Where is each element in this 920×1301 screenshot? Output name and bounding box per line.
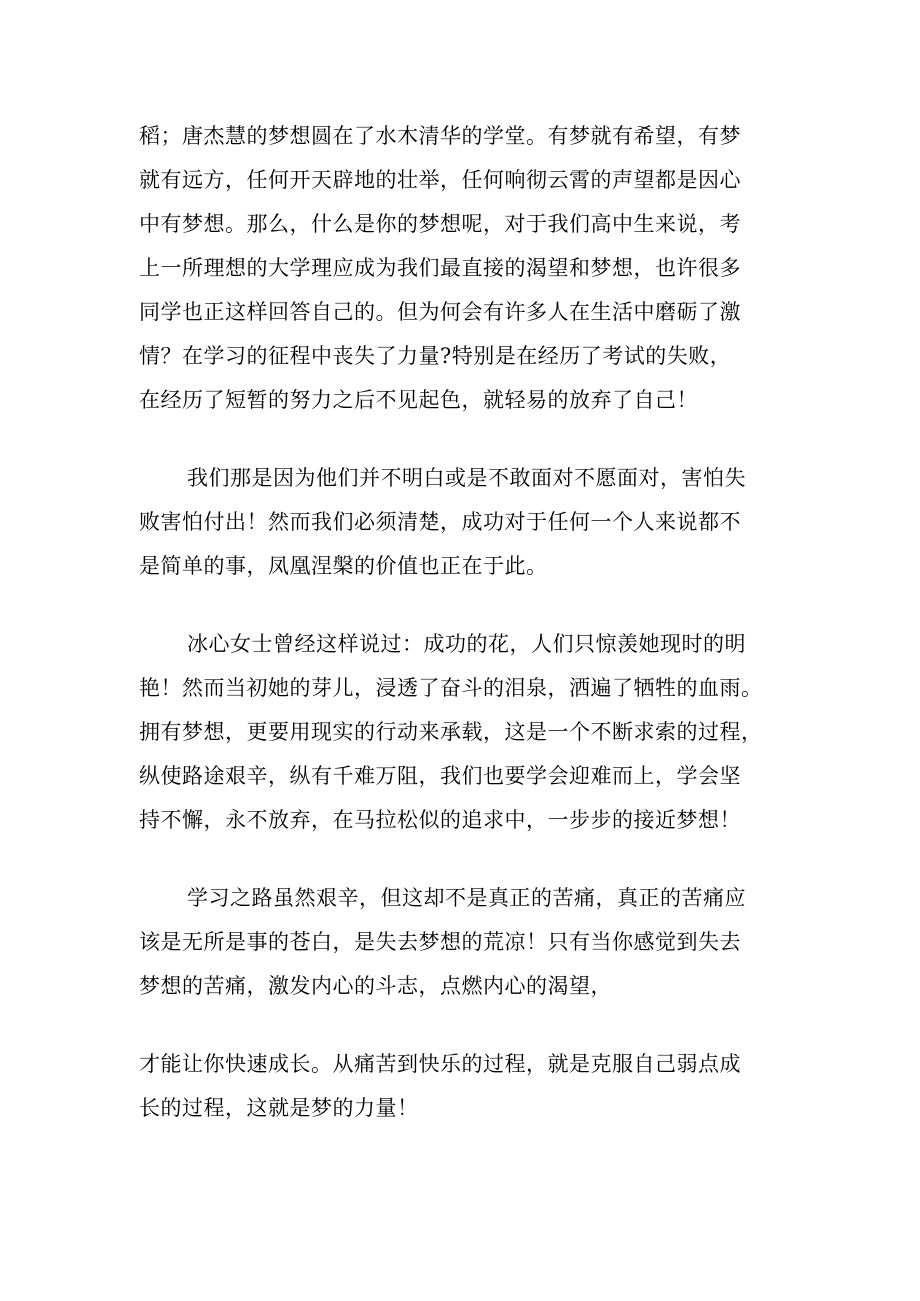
paragraph-3-line-3: 拥有梦想，更要用现实的行动来承载，这是一个不断求索的过程， [139,720,763,744]
paragraph-3-line-1: 冰心女士曾经这样说过：成功的花，人们只惊羡她现时的明 [187,632,746,656]
paragraph-5-line-2: 长的过程，这就是梦的力量！ [139,1096,419,1120]
paragraph-3-line-4: 纵使路途艰辛，纵有千难万阻，我们也要学会迎难而上，学会坚 [139,764,741,788]
paragraph-1-line-2: 就有远方，任何开天辟地的壮举，任何响彻云霄的声望都是因心 [139,168,741,192]
paragraph-4-line-1: 学习之路虽然艰辛，但这却不是真正的苦痛，真正的苦痛应 [187,886,746,910]
paragraph-1-line-5: 同学也正这样回答自己的。但为何会有许多人在生活中磨砺了激 [139,300,741,324]
paragraph-3-line-2: 艳！然而当初她的芽儿，浸透了奋斗的泪泉，洒遍了牺牲的血雨。 [139,676,763,700]
paragraph-1-line-6: 情？在学习的征程中丧失了力量?特别是在经历了考试的失败， [139,344,732,368]
paragraph-4-line-3: 梦想的苦痛，激发内心的斗志，点燃内心的渴望， [139,974,612,998]
paragraph-2-line-3: 是简单的事，凤凰涅槃的价值也正在于此。 [139,554,548,578]
paragraph-4-line-2: 该是无所是事的苍白，是失去梦想的荒凉！只有当你感觉到失去 [139,930,741,954]
paragraph-1-line-4: 上一所理想的大学理应成为我们最直接的渴望和梦想，也许很多 [139,256,741,280]
paragraph-2-line-1: 我们那是因为他们并不明白或是不敢面对不愿面对，害怕失 [187,466,746,490]
paragraph-1-line-7: 在经历了短暂的努力之后不见起色，就轻易的放弃了自己！ [139,388,698,412]
paragraph-2-line-2: 败害怕付出！然而我们必须清楚，成功对于任何一个人来说都不 [139,510,741,534]
paragraph-5-line-1: 才能让你快速成长。从痛苦到快乐的过程，就是克服自己弱点成 [139,1052,741,1076]
paragraph-1-line-3: 中有梦想。那么，什么是你的梦想呢，对于我们高中生来说，考 [139,212,741,236]
paragraph-1-line-1: 稻；唐杰慧的梦想圆在了水木清华的学堂。有梦就有希望，有梦 [139,124,741,148]
paragraph-3-line-5: 持不懈，永不放弃，在马拉松似的追求中，一步步的接近梦想！ [139,808,741,832]
